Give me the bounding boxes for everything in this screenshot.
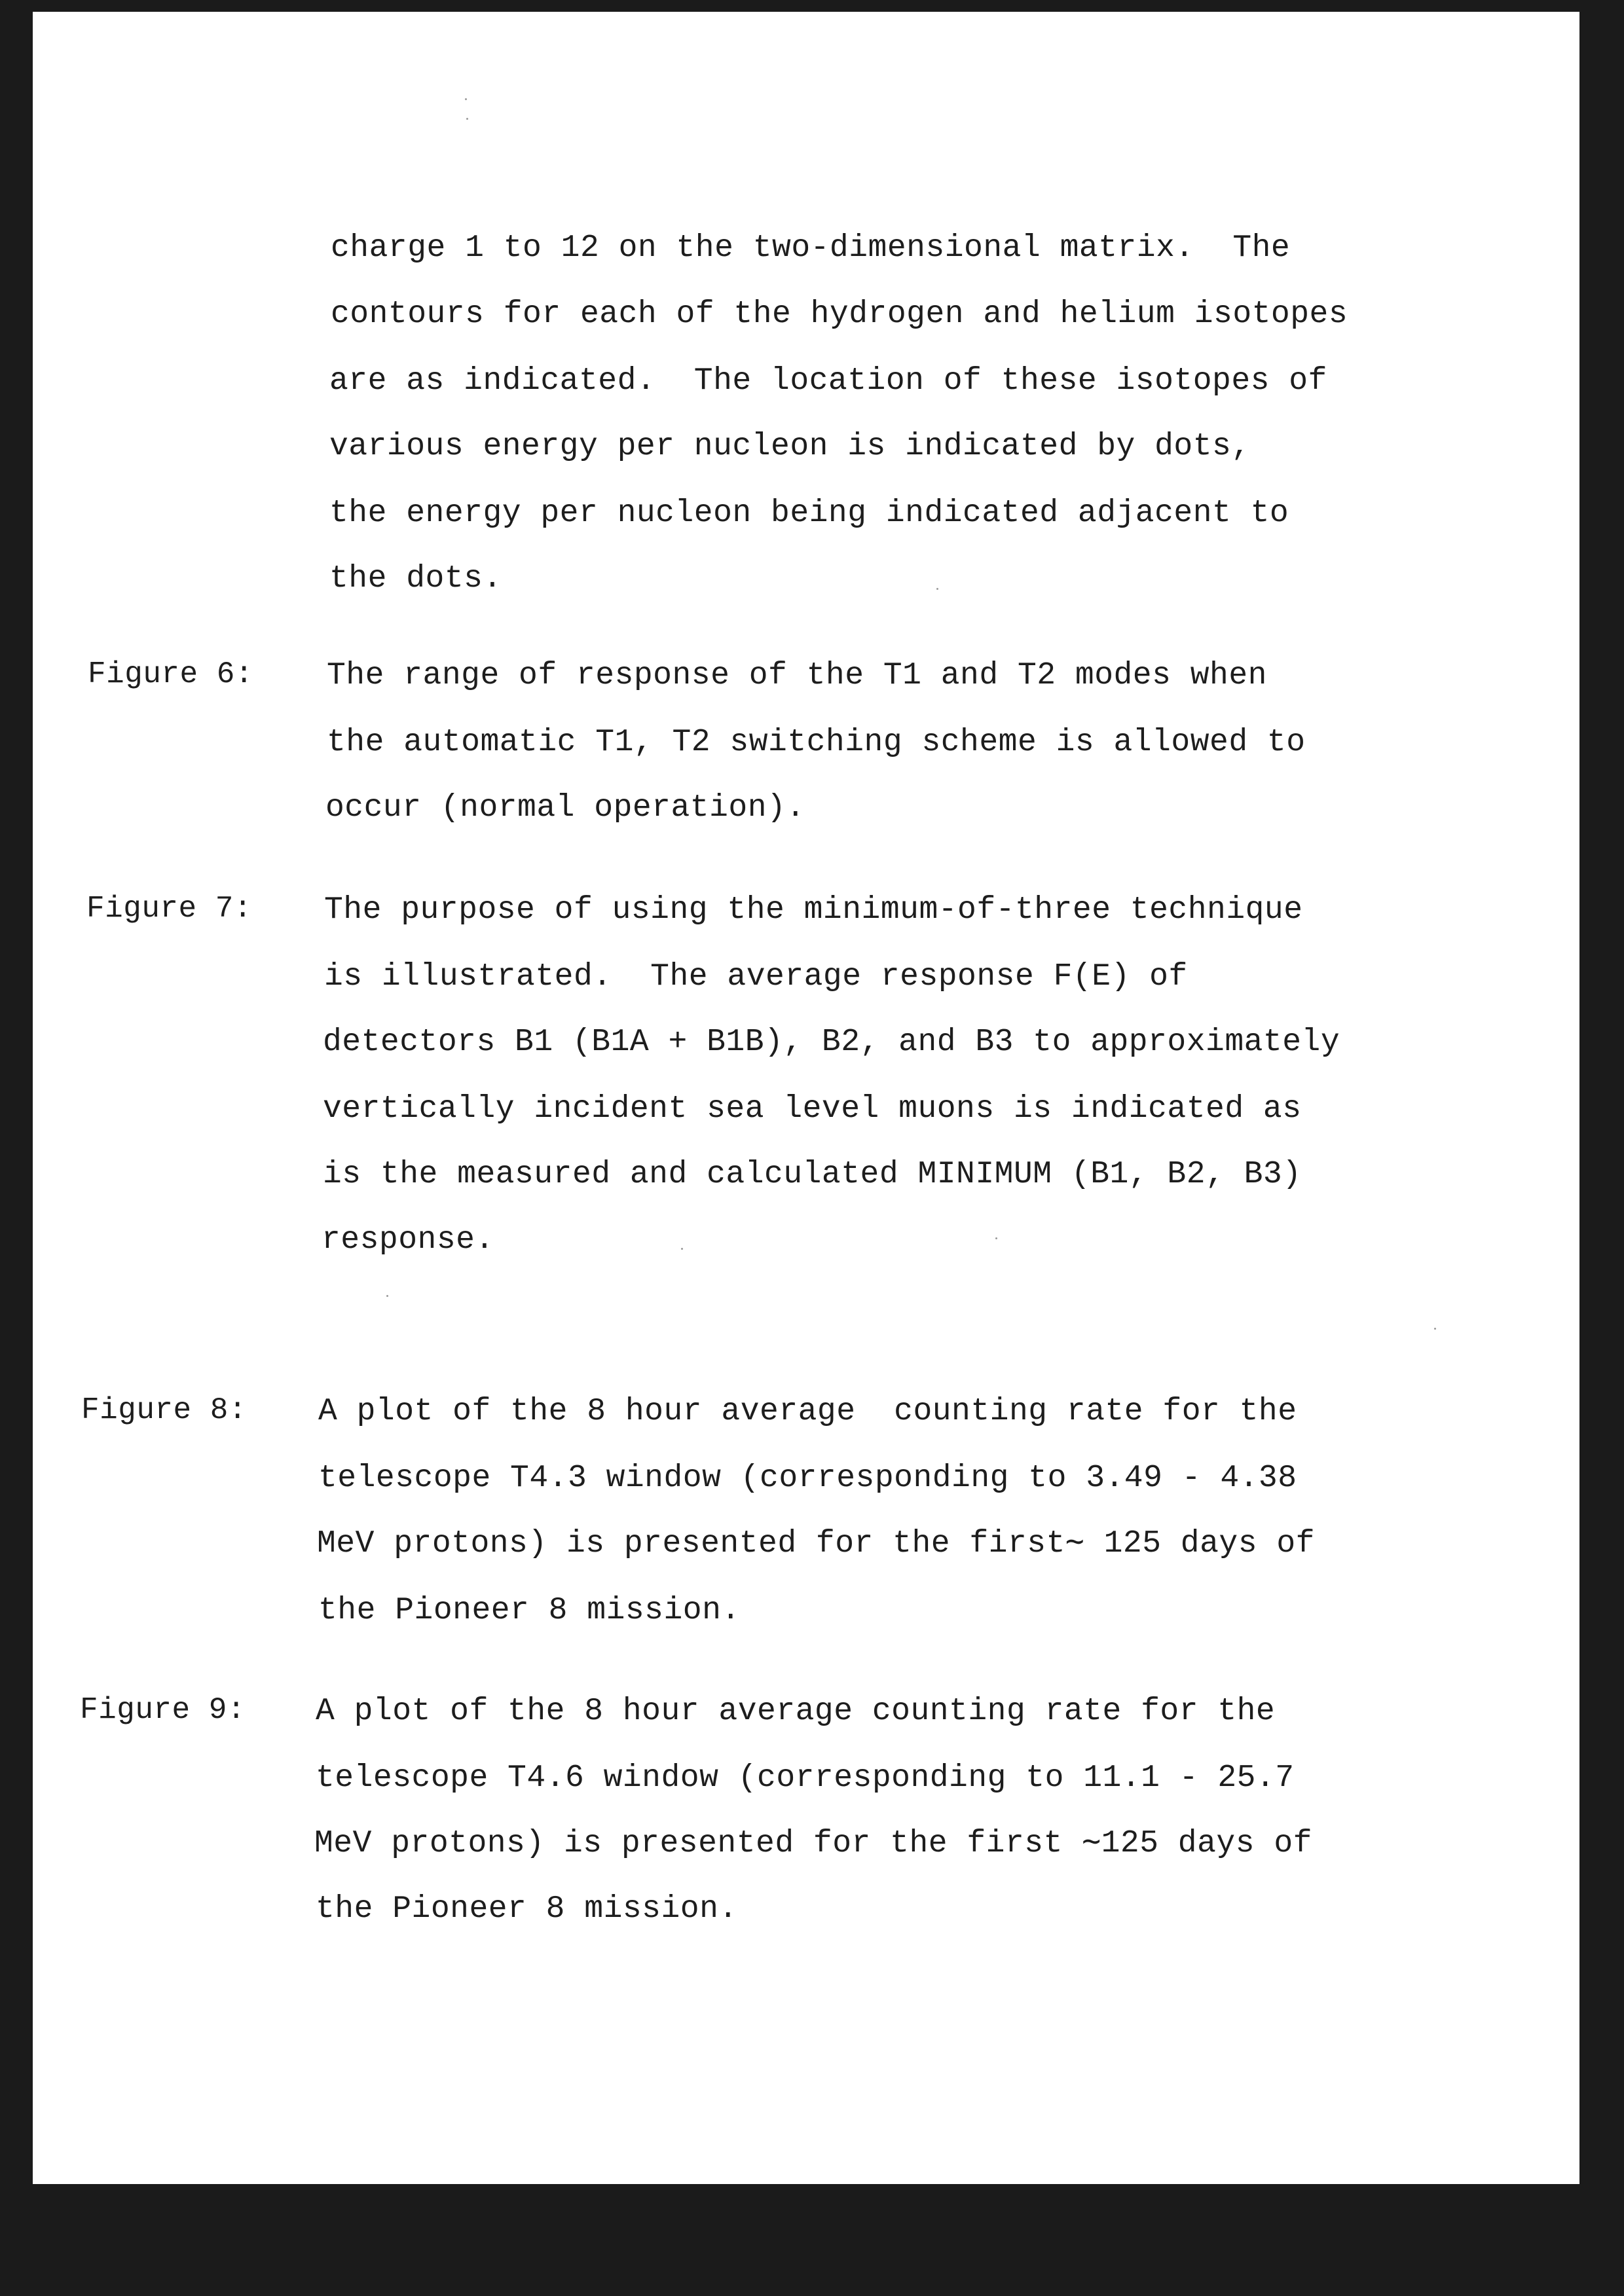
text-line: The range of response of the T1 and T2 modes when <box>327 658 1267 693</box>
document-page <box>33 12 1579 2184</box>
text-line: detectors B1 (B1A + B1B), B2, and B3 to approximately <box>323 1025 1340 1060</box>
text-line: contours for each of the hydrogen and helium isotopes <box>331 297 1348 332</box>
text-line: various energy per nucleon is indicated by dots, <box>329 429 1251 464</box>
scan-speck <box>1434 1328 1436 1330</box>
text-line: The purpose of using the minimum-of-three technique <box>324 892 1303 928</box>
text-line: telescope T4.3 window (corresponding to 3.49 - 4.38 <box>318 1461 1297 1496</box>
scan-speck <box>386 1295 388 1297</box>
figure-label: Figure 9: <box>80 1693 246 1727</box>
text-line: occur (normal operation). <box>325 790 805 826</box>
text-line: the Pioneer 8 mission. <box>318 1593 741 1628</box>
scan-speck <box>465 98 467 100</box>
text-line: vertically incident sea level muons is indicated as <box>323 1091 1302 1127</box>
text-line: charge 1 to 12 on the two-dimensional matrix. The <box>331 230 1291 266</box>
text-line: is illustrated. The average response F(E) of <box>324 959 1188 994</box>
text-line: is the measured and calculated MINIMUM (B1, B2, B3) <box>323 1157 1302 1192</box>
text-line: MeV protons) is presented for the first ∼125 days of <box>314 1826 1312 1861</box>
text-line: the Pioneer 8 mission. <box>316 1891 738 1927</box>
scan-speck <box>995 1237 997 1239</box>
scan-speck <box>936 588 938 590</box>
figure-label: Figure 7: <box>86 892 252 926</box>
figure-label: Figure 8: <box>81 1393 247 1427</box>
text-line: A plot of the 8 hour average counting rate for the <box>318 1394 1297 1429</box>
scan-speck <box>681 1248 683 1250</box>
text-line: are as indicated. The location of these isotopes of <box>329 363 1327 399</box>
text-line: telescope T4.6 window (corresponding to 11.1 - 25.7 <box>316 1760 1295 1796</box>
text-line: A plot of the 8 hour average counting rate for the <box>316 1694 1276 1729</box>
text-line: the energy per nucleon being indicated adjacent to <box>329 496 1289 531</box>
text-line: the dots. <box>329 561 502 596</box>
figure-label: Figure 6: <box>88 657 253 691</box>
text-line: response. <box>322 1222 494 1258</box>
text-line: MeV protons) is presented for the first∼ 125 days of <box>317 1526 1315 1561</box>
text-line: the automatic T1, T2 switching scheme is allowed to <box>327 725 1306 760</box>
scan-speck <box>466 118 468 120</box>
